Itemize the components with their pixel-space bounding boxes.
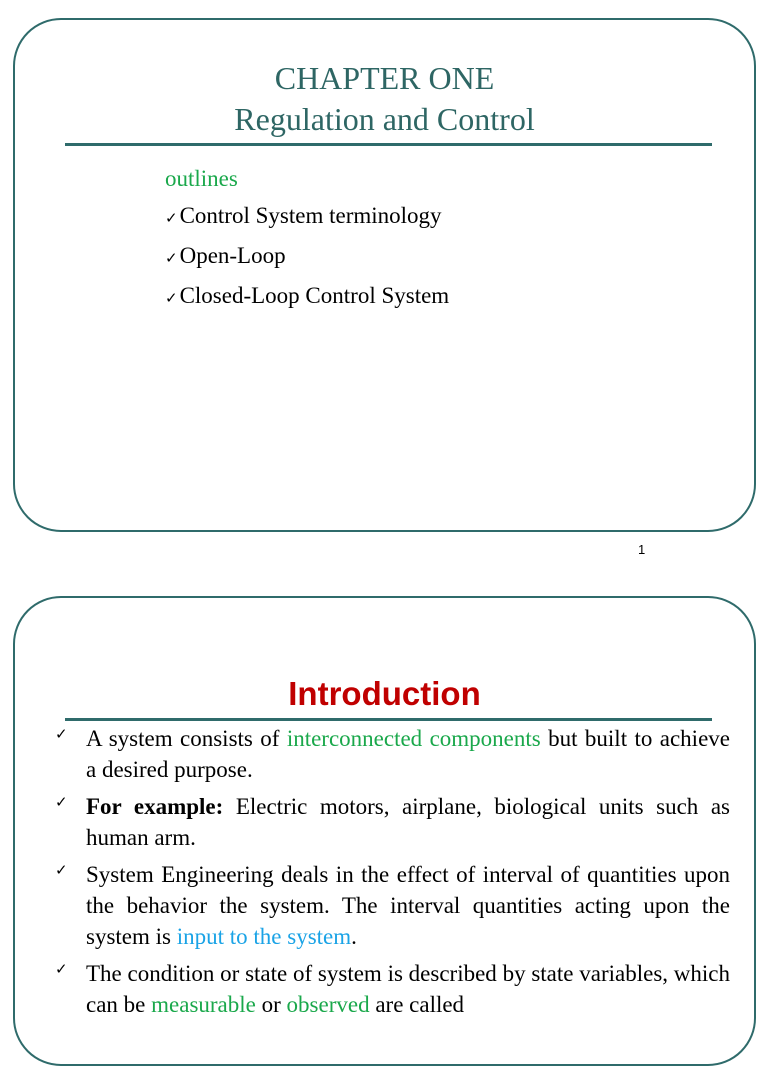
outline-item-label: Closed-Loop Control System — [179, 283, 450, 308]
outline-list — [165, 160, 449, 317]
outline-item — [165, 197, 449, 237]
check-icon: ✓ — [165, 249, 178, 267]
slide-1 — [13, 18, 756, 532]
highlight-text: observed — [286, 992, 370, 1017]
check-icon: ✓ — [55, 793, 68, 811]
bullet-text: A system consists of interconnected components but built to achieve a desired purpose. — [86, 726, 730, 782]
bullet-item — [55, 723, 730, 785]
intro-title: Introduction — [288, 675, 481, 712]
chapter-title: CHAPTER ONE — [274, 60, 495, 96]
check-icon: ✓ — [55, 960, 68, 978]
title-divider — [65, 718, 712, 721]
bullet-text: For example: Electric motors, airplane, biological units such as human arm. — [86, 794, 730, 850]
highlight-text: interconnected components — [286, 726, 541, 751]
page-number: 1 — [638, 542, 646, 557]
check-icon: ✓ — [55, 861, 68, 879]
outline-item — [165, 237, 449, 277]
check-icon: ✓ — [165, 289, 178, 307]
highlight-text: measurable — [151, 992, 256, 1017]
outline-item-label: Open-Loop — [179, 243, 286, 268]
check-icon: ✓ — [165, 209, 178, 227]
bullet-item — [55, 791, 730, 853]
bullet-item — [55, 859, 730, 952]
check-icon: ✓ — [55, 725, 68, 743]
outlines-heading: outlines — [165, 166, 238, 191]
bullet-text: System Engineering deals in the effect of interval of quantities upon the behavior the system. The interval quantities acting upon the system is input to the system. — [86, 862, 730, 949]
bullet-item — [55, 958, 730, 1020]
chapter-subtitle: Regulation and Control — [234, 101, 535, 137]
title-divider — [65, 143, 712, 146]
bullet-text: The condition or state of system is described by state variables, which can be measurable or observed are called — [86, 961, 730, 1017]
outline-item — [165, 277, 449, 317]
highlight-text: input to the system — [176, 924, 352, 949]
bullet-list — [55, 723, 730, 1026]
slide-2 — [13, 596, 756, 1066]
outline-item-label: Control System terminology — [179, 203, 442, 228]
